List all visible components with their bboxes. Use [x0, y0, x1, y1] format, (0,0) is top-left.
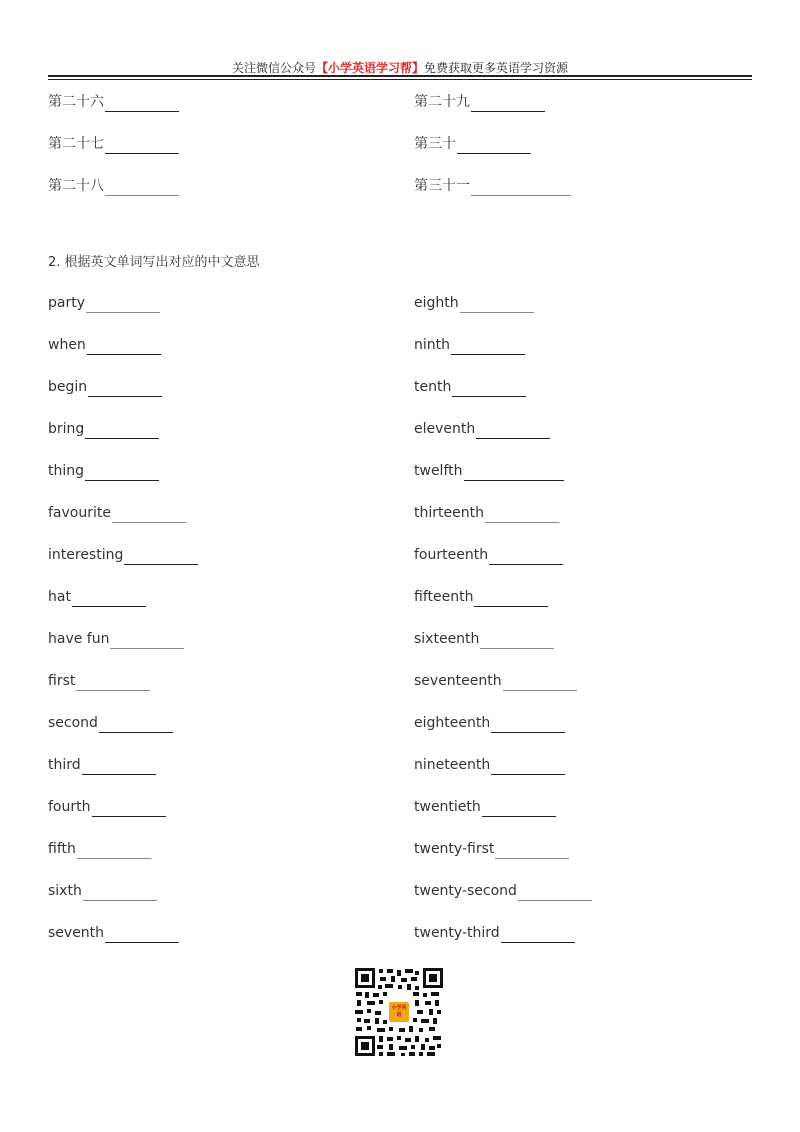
word-label: tenth — [414, 379, 452, 395]
word-label: ninth — [414, 337, 450, 353]
answer-blank[interactable] — [489, 548, 563, 565]
word-label: twenty-second — [414, 883, 517, 899]
qr-center-label: 小学英语 — [391, 1005, 407, 1018]
word-label: seventh — [48, 925, 105, 941]
word-item — [48, 923, 179, 943]
word-label: third — [48, 757, 81, 773]
answer-blank[interactable] — [474, 590, 548, 607]
ordinal-label: 第二十九 — [414, 94, 470, 110]
word-label: twenty-third — [414, 925, 500, 941]
word-item — [48, 293, 160, 313]
answer-blank[interactable] — [87, 338, 161, 355]
answer-blank[interactable] — [105, 95, 179, 112]
word-item — [48, 881, 157, 901]
header-rule-thin — [48, 79, 752, 80]
word-item — [48, 419, 159, 439]
answer-blank[interactable] — [76, 674, 150, 691]
ordinal-item — [48, 176, 179, 196]
answer-blank[interactable] — [482, 800, 556, 817]
word-item — [48, 797, 166, 817]
word-item — [414, 881, 592, 901]
word-label: interesting — [48, 547, 124, 563]
ordinal-item — [414, 176, 571, 196]
word-item — [48, 545, 198, 565]
word-item — [414, 545, 563, 565]
word-item — [48, 587, 146, 607]
header-rule-thick — [48, 75, 752, 77]
word-item — [48, 377, 162, 397]
answer-blank[interactable] — [471, 179, 571, 196]
word-label: when — [48, 337, 86, 353]
word-label: eleventh — [414, 421, 476, 437]
word-item — [414, 587, 548, 607]
answer-blank[interactable] — [471, 95, 545, 112]
answer-blank[interactable] — [99, 716, 173, 733]
answer-blank[interactable] — [476, 422, 550, 439]
word-item — [48, 335, 161, 355]
answer-blank[interactable] — [491, 758, 565, 775]
qr-code — [353, 966, 445, 1058]
word-label: party — [48, 295, 85, 311]
answer-blank[interactable] — [86, 296, 160, 313]
answer-blank[interactable] — [460, 296, 534, 313]
word-label: bring — [48, 421, 85, 437]
answer-blank[interactable] — [464, 464, 564, 481]
word-label: eighth — [414, 295, 459, 311]
answer-blank[interactable] — [518, 884, 592, 901]
word-label: seventeenth — [414, 673, 502, 689]
answer-blank[interactable] — [105, 926, 179, 943]
word-label: fifth — [48, 841, 76, 857]
answer-blank[interactable] — [83, 884, 157, 901]
answer-blank[interactable] — [110, 632, 184, 649]
word-label: fourteenth — [414, 547, 489, 563]
word-item — [414, 839, 569, 859]
word-label: twentieth — [414, 799, 481, 815]
answer-blank[interactable] — [503, 674, 577, 691]
header-brand: 小学英语学习帮 — [327, 61, 412, 75]
word-item — [48, 629, 184, 649]
header-prefix: 关注微信公众号 — [231, 61, 316, 75]
word-label: hat — [48, 589, 71, 605]
word-item — [48, 461, 159, 481]
answer-blank[interactable] — [92, 800, 166, 817]
answer-blank[interactable] — [85, 422, 159, 439]
word-label: twelfth — [414, 463, 463, 479]
word-item — [414, 335, 525, 355]
word-item — [48, 839, 151, 859]
ordinal-label: 第二十七 — [48, 136, 104, 152]
word-item — [414, 629, 554, 649]
word-label: sixth — [48, 883, 82, 899]
answer-blank[interactable] — [124, 548, 198, 565]
word-item — [414, 923, 575, 943]
word-label: thing — [48, 463, 85, 479]
answer-blank[interactable] — [105, 179, 179, 196]
answer-blank[interactable] — [491, 716, 565, 733]
word-item — [48, 503, 186, 523]
word-item — [414, 419, 550, 439]
ordinal-item — [414, 92, 545, 112]
word-item — [414, 293, 534, 313]
header-bracket-close: 】 — [412, 61, 425, 75]
word-label: twenty-first — [414, 841, 495, 857]
word-label: second — [48, 715, 98, 731]
answer-blank[interactable] — [480, 632, 554, 649]
ordinal-label: 第三十 — [414, 136, 456, 152]
answer-blank[interactable] — [85, 464, 159, 481]
word-item — [414, 797, 556, 817]
ordinal-item — [48, 134, 179, 154]
word-item — [414, 461, 564, 481]
answer-blank[interactable] — [72, 590, 146, 607]
answer-blank[interactable] — [457, 137, 531, 154]
word-label: have fun — [48, 631, 110, 647]
word-label: favourite — [48, 505, 111, 521]
answer-blank[interactable] — [451, 338, 525, 355]
word-label: nineteenth — [414, 757, 491, 773]
ordinal-item — [48, 92, 179, 112]
ordinal-label: 第二十六 — [48, 94, 104, 110]
answer-blank[interactable] — [485, 506, 559, 523]
word-item — [48, 671, 150, 691]
word-label: begin — [48, 379, 88, 395]
ordinal-label: 第二十八 — [48, 178, 104, 194]
answer-blank[interactable] — [105, 137, 179, 154]
word-item — [414, 377, 526, 397]
header-suffix: 免费获取更多英语学习资源 — [424, 61, 569, 75]
section-2-title: 2. 根据英文单词写出对应的中文意思 — [48, 255, 260, 270]
page-header — [0, 59, 800, 76]
answer-blank[interactable] — [452, 380, 526, 397]
word-item — [414, 671, 577, 691]
word-label: first — [48, 673, 76, 689]
word-item — [414, 503, 559, 523]
ordinal-label: 第三十一 — [414, 178, 470, 194]
answer-blank[interactable] — [112, 506, 186, 523]
word-label: sixteenth — [414, 631, 480, 647]
answer-blank[interactable] — [88, 380, 162, 397]
word-item — [414, 713, 565, 733]
header-bracket-open: 【 — [315, 61, 328, 75]
answer-blank[interactable] — [82, 758, 156, 775]
word-label: fifteenth — [414, 589, 474, 605]
answer-blank[interactable] — [501, 926, 575, 943]
ordinal-item — [414, 134, 531, 154]
word-item — [48, 713, 173, 733]
word-label: thirteenth — [414, 505, 484, 521]
answer-blank[interactable] — [77, 842, 151, 859]
answer-blank[interactable] — [495, 842, 569, 859]
word-item — [48, 755, 156, 775]
word-item — [414, 755, 565, 775]
word-label: fourth — [48, 799, 91, 815]
word-label: eighteenth — [414, 715, 491, 731]
